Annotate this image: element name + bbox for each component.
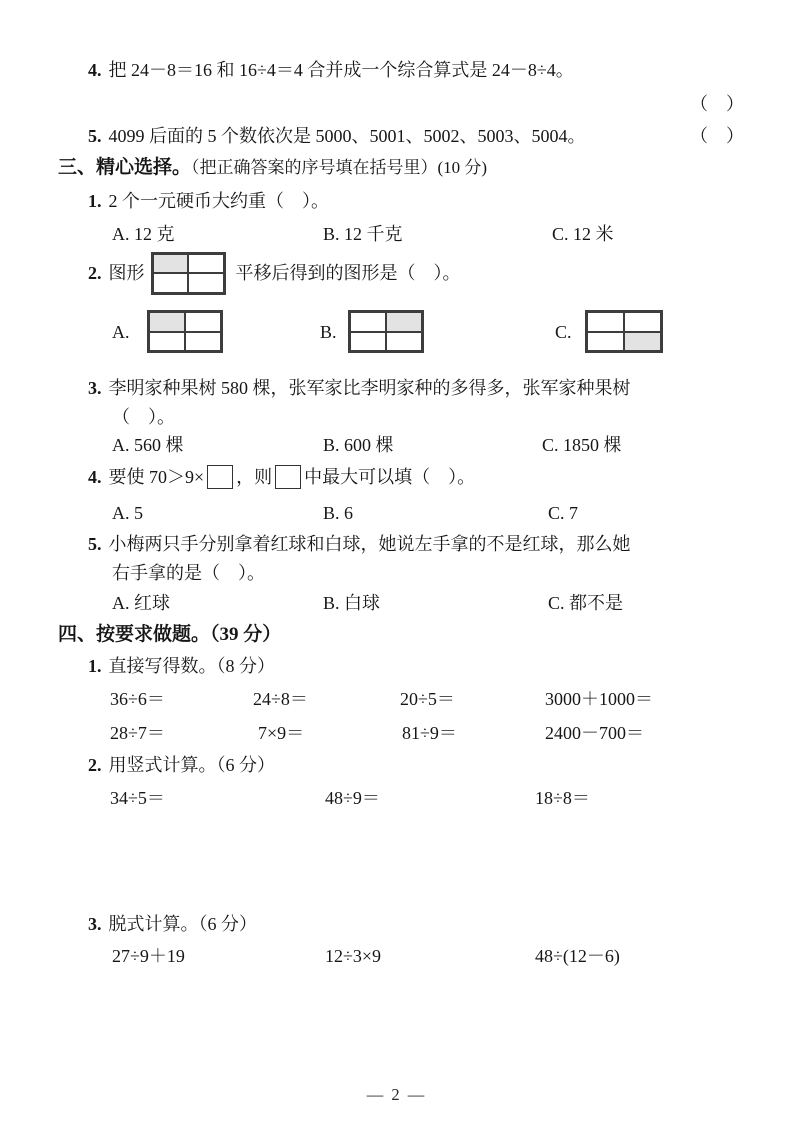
figure-grid-option-a [147, 310, 223, 353]
item-number: 2. [88, 755, 102, 775]
question-text: 李明家种果树 580 棵，张军家比李明家种的多得多，张军家种果树 [108, 378, 631, 398]
choice-question-1 [88, 188, 329, 214]
option-a: A. 红球 [112, 593, 170, 613]
subtask-title: 用竖式计算。（6 分） [108, 755, 275, 775]
bracket-text: （ ） [690, 94, 744, 114]
option-c: C. 1850 棵 [542, 435, 622, 455]
judge-item-text: 4099 后面的 5 个数依次是 5000、5001、5002、5003、5004。 [108, 126, 586, 146]
figure-grid-main [151, 252, 226, 295]
section-title: 三、精心选择。 [58, 157, 192, 178]
math-expression: 27÷9＋19 [112, 946, 185, 966]
option-a: A. 5 [112, 503, 143, 523]
item-number: 3. [88, 378, 102, 398]
work-sub3-title [88, 911, 257, 937]
math-expression: 18÷8＝ [535, 788, 590, 808]
math-expression: 48÷(12－6) [535, 946, 620, 966]
math-expression: 7×9＝ [258, 723, 305, 743]
grid-cell [149, 332, 185, 352]
option-b: B. 600 棵 [323, 435, 394, 455]
choice-q2-options [0, 310, 793, 354]
section-heading-choice [58, 154, 487, 181]
question-text-mid: ，则 [236, 467, 273, 487]
item-number: 4. [88, 60, 102, 80]
math-expression: 20÷5＝ [400, 689, 455, 709]
grid-cell [386, 332, 422, 352]
grid-cell [185, 332, 221, 352]
question-text-before: 要使 70＞9× [108, 467, 205, 487]
figure-grid-option-b [348, 310, 424, 353]
grid-cell [587, 312, 624, 332]
question-text: 2 个一元硬币大约重（ ）。 [108, 191, 329, 211]
grid-cell [153, 273, 189, 293]
choice-question-2 [88, 250, 461, 296]
page-number: — 2 — [366, 1085, 427, 1104]
item-number: 2. [88, 263, 102, 283]
option-a-label: A. [112, 322, 130, 342]
item-number: 5. [88, 534, 102, 554]
grid-cell [386, 312, 422, 332]
question-text: 小梅两只手分别拿着红球和白球，她说左手拿的不是红球，那么她 [108, 534, 631, 554]
math-expression: 3000＋1000＝ [545, 689, 653, 709]
math-expression: 34÷5＝ [110, 788, 165, 808]
option-b-label: B. [320, 322, 337, 342]
blank-box [207, 465, 233, 489]
section-title: 四、按要求做题。 [58, 624, 211, 645]
grid-cell [185, 312, 221, 332]
item-number: 1. [88, 191, 102, 211]
judge-item-5 [88, 123, 586, 149]
bracket-text: （ ） [690, 126, 744, 146]
item-number: 1. [88, 656, 102, 676]
math-expression: 81÷9＝ [402, 723, 457, 743]
question-text-after: 平移后得到的图形是（ ）。 [235, 263, 461, 283]
option-a: A. 12 克 [112, 224, 175, 244]
section-score: （39 分） [210, 624, 282, 645]
item-number: 5. [88, 126, 102, 146]
option-c-label: C. [555, 322, 572, 342]
grid-cell [350, 312, 386, 332]
choice-question-5-wrap [112, 560, 265, 586]
math-expression: 28÷7＝ [110, 723, 165, 743]
question-bracket: （ ）。 [112, 407, 175, 427]
grid-cell [350, 332, 386, 352]
grid-cell [153, 254, 189, 274]
option-c: C. 都不是 [548, 593, 624, 613]
work-sub2-title [88, 752, 275, 778]
work-sub1-title [88, 653, 275, 679]
question-text-after: 中最大可以填（ ）。 [304, 467, 476, 487]
figure-grid-option-c [585, 310, 663, 353]
judge-item-4 [88, 57, 574, 83]
math-expression: 12÷3×9 [325, 946, 382, 966]
option-b: B. 12 千克 [323, 224, 403, 244]
option-c: C. 7 [548, 503, 579, 523]
math-expression: 2400－700＝ [545, 723, 644, 743]
subtask-title: 脱式计算。（6 分） [108, 914, 257, 934]
section-heading-work [58, 621, 281, 648]
blank-box [275, 465, 301, 489]
answer-bracket [690, 123, 744, 149]
grid-cell [587, 332, 624, 352]
choice-question-3-wrap [112, 404, 175, 430]
item-number: 3. [88, 914, 102, 934]
option-c: C. 12 米 [552, 224, 614, 244]
choice-question-5 [88, 531, 631, 557]
choice-question-4 [88, 462, 475, 492]
math-expression: 24÷8＝ [253, 689, 308, 709]
answer-bracket [690, 91, 744, 117]
math-expression: 48÷9＝ [325, 788, 380, 808]
option-a: A. 560 棵 [112, 435, 184, 455]
grid-cell [624, 312, 661, 332]
grid-cell [188, 254, 224, 274]
grid-cell [188, 273, 224, 293]
grid-cell [624, 332, 661, 352]
question-text-before: 图形 [108, 263, 145, 283]
choice-question-3 [88, 375, 631, 401]
item-number: 4. [88, 467, 102, 487]
option-b: B. 白球 [323, 593, 381, 613]
math-expression: 36÷6＝ [110, 689, 165, 709]
section-note: （把正确答案的序号填在括号里）(10 分) [191, 158, 488, 177]
option-b: B. 6 [323, 503, 354, 523]
subtask-title: 直接写得数。（8 分） [108, 656, 275, 676]
grid-cell [149, 312, 185, 332]
judge-item-text: 把 24－8＝16 和 16÷4＝4 合并成一个综合算式是 24－8÷4。 [108, 60, 574, 80]
question-text: 右手拿的是（ ）。 [112, 563, 265, 583]
